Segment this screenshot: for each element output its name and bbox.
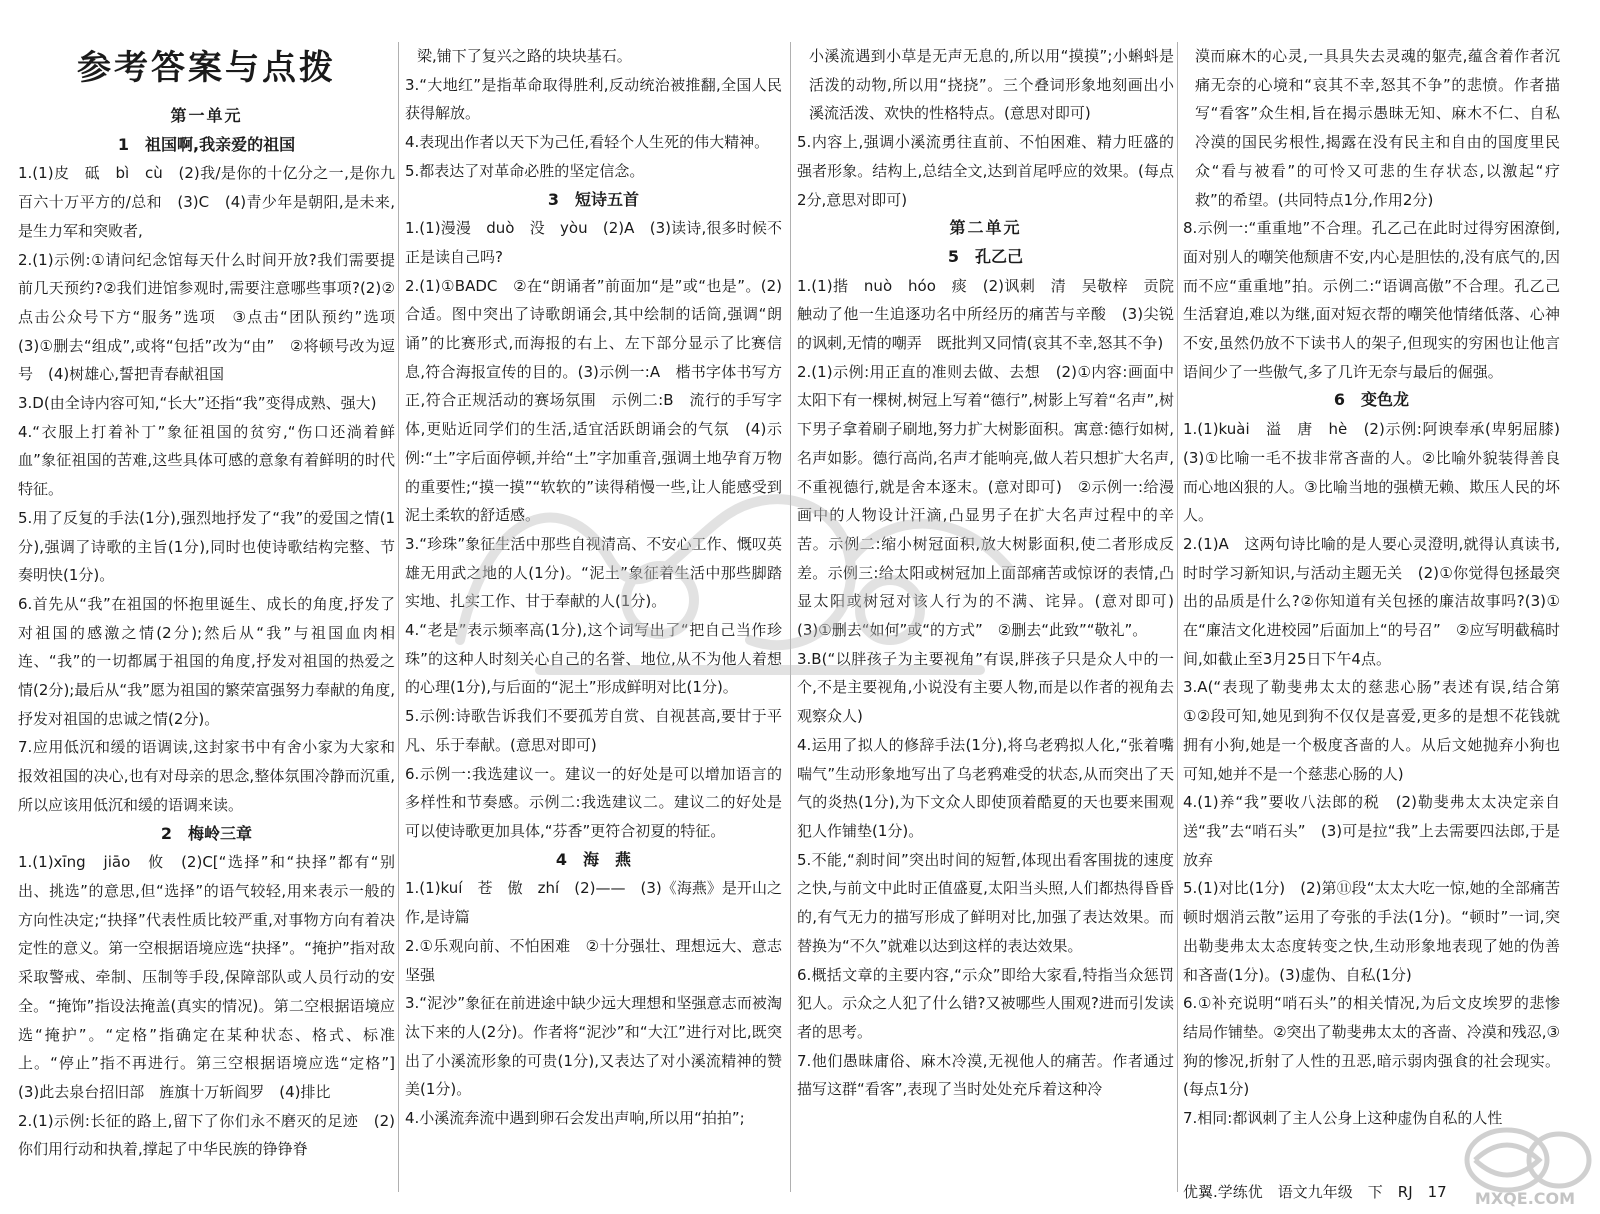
answer-item: 1.(1)kuài 溢 唐 hè (2)示例:阿谀奉承(卑躬屈膝) (3)①比喻一毛不拔非常吝啬的人。②比喻外貌装得善良而心地凶狠的人。③比喻当地的强横无赖、欺压人民的坏人。: [1183, 420, 1560, 525]
answer-item: 3.D(由全诗内容可知,“长大”还指“我”变得成熟、强大): [18, 394, 377, 413]
answer-item: 3.“大地红”是指革命取得胜利,反动统治被推翻,全国人民获得解放。: [405, 75, 782, 123]
lesson-heading: 4 海 燕: [555, 849, 632, 869]
lesson-heading: 5 孔乙己: [947, 246, 1024, 266]
lesson-heading: 2 梅岭三章: [160, 823, 253, 843]
answer-item: 4.(1)养“我”要收八法郎的税 (2)勒斐弗太太决定亲自送“我”去“哨石头” (3)可是拉“我”上去需要四法郎,于是放弃: [1183, 793, 1560, 869]
answer-continuation: 梁,铺下了复兴之路的块块基石。: [417, 47, 632, 65]
answer-item: 3.“泥沙”象征在前进途中缺少远大理想和坚强意志而被淘汰下来的人(2分)。作者将“泥沙”和“大江”进行对比,既突出了小溪流形象的可贵(1分),又表达了对小溪流精神的赞美(1分)。: [405, 994, 782, 1099]
answer-item: 4.“衣服上打着补丁”象征祖国的贫穷,“伤口还淌着鲜血”象征祖国的苦难,这些具体可感的意象有着鲜明的时代特征。: [18, 422, 395, 499]
answer-item: 4.运用了拟人的修辞手法(1分),将乌老鸦拟人化,“张着嘴喘气”生动形象地写出了乌老鸦难受的状态,从而突出了天气的炎热(1分),为下文众人即使顶着酷夏的天也要来围观犯人作铺垫(1分)。: [797, 735, 1174, 840]
column-divider: [398, 42, 399, 1192]
page-title: 参考答案与点拨: [77, 48, 336, 88]
answer-item: 1.(1)kuí 苍 傲 zhí (2)—— (3)《海燕》是开山之作,是诗篇: [405, 879, 782, 927]
answer-item: 1.(1)xīng jiāo 攸 (2)C[“选择”和“抉择”都有“别出、挑选”的意思,但“选择”的语气较轻,用来表示一般的方向性决定;“抉择”代表性质比较严重,对事物方向有着决定性的意义。第一空根据语境应选“抉择”。“掩护”指对敌采取警戒、牵制、压制等手段,保障部队或人员行动的安全。“掩饰”指设法掩盖(真实的情况)。第二空根据语境应选“掩护”。“定格”指确定在某种状态、格式、标准上。“停止”指不再进行。第三空根据语境应选“定格”] (3)此去泉台招旧部 旌旗十万斩阎罗 (4)排比: [18, 853, 395, 1101]
answer-item: 3.B(“以胖孩子为主要视角”有误,胖孩子只是众人中的一个,不是主要视角,小说没有主要人物,而是以作者的视角去观察众人): [797, 649, 1174, 726]
answer-item: 7.应用低沉和缓的语调读,这封家书中有舍小家为大家和报效祖国的决心,也有对母亲的思念,整体氛围冷静而沉重,所以应该用低沉和缓的语调来读。: [18, 738, 395, 814]
answer-continuation: 漠而麻木的心灵,一具具失去灵魂的躯壳,蕴含着作者沉痛无奈的心境和“哀其不幸,怒其不争”的悲愤。作者描写“看客”众生相,旨在揭示愚昧无知、麻木不仁、自私冷漠的国民劣根性,揭露在没有民主和自由的国度里民众“看与被看”的可怜又可悲的生存状态,以激起“疗救”的希望。(共同特点1分,作用2分): [1195, 47, 1560, 209]
answer-item: 5.用了反复的手法(1分),强烈地抒发了“我”的爱国之情(1分),强调了诗歌的主旨(1分),同时也使诗歌结构完整、节奏明快(1分)。: [18, 508, 395, 585]
unit-heading: 第一单元: [170, 106, 243, 125]
answer-item: 2.(1)①BADC ②在“朗诵者”前面加“是”或“也是”。(2)合适。图中突出了诗歌朗诵会,其中绘制的话筒,强调“朗诵”的比赛形式,而海报的右上、左下部分显示了比赛信息,符合海报宣传的目的。(3)示例一:A 楷书字体书写方正,符合正规活动的赛场氛围 示例二:B 流行的手写字体,更贴近同学们的生活,适宜活跃朗诵会的气氛 (4)示例:“土”字后面停顿,并给“土”字加重音,强调土地孕育万物的重要性;“摸一摸”“软软的”读得稍慢一些,让人能感受到泥土柔软的舒适感。: [405, 276, 782, 525]
answer-item: 4.表现出作者以天下为己任,看轻个人生死的伟大精神。: [405, 133, 770, 152]
column-divider: [1177, 42, 1178, 1192]
answer-item: 2.(1)示例:长征的路上,留下了你们永不磨灭的足迹 (2)你们用行动和执着,撑起了中华民族的铮铮脊: [18, 1111, 395, 1159]
column-3: [797, 42, 1174, 1192]
answer-item: 3.A(“表现了勒斐弗太太的慈悲心肠”表述有误,结合第①②段可知,她见到狗不仅仅是喜爱,更多的是想不花钱就拥有小狗,她是一个极度吝啬的人。从后文她抛弃小狗也可知,她并不是一个慈悲心肠的人): [1183, 678, 1560, 783]
answer-item: 8.示例一:“重重地”不合理。孔乙己在此时过得穷困潦倒,面对别人的嘲笑他颓唐不安,内心是胆怯的,没有底气的,因而不应“重重地”拍。示例二:“语调高傲”不合理。孔乙己生活窘迫,难以为继,面对短衣帮的嘲笑他情绪低落、心神不安,虽然仍放不下读书人的架子,但现实的穷困也让他言语间少了一些傲气,多了几许无奈与最后的倔强。: [1183, 219, 1560, 381]
answer-item: 6.首先从“我”在祖国的怀抱里诞生、成长的角度,抒发了对祖国的感激之情(2分);然后从“我”与祖国血肉相连、“我”的一切都属于祖国的角度,抒发对祖国的热爱之情(2分);最后从“我”愿为祖国的繁荣富强努力奉献的角度,抒发对祖国的忠诚之情(2分)。: [18, 594, 395, 728]
answer-item: 5.不能,“刹时间”突出时间的短暂,体现出看客围拢的速度之快,与前文中此时正值盛夏,太阳当头照,人们都热得昏昏的,有气无力的描写形成了鲜明对比,加强了表达效果。而替换为“不久”就难以达到这样的表达效果。: [797, 850, 1174, 955]
answer-item: 6.示例一:我选建议一。建议一的好处是可以增加语言的多样性和节奏感。示例二:我选建议二。建议二的好处是可以使诗歌更加具体,“芬香”更符合初夏的特征。: [405, 764, 782, 840]
page-footer: 优翼.学练优 语文九年级 下 RJ 17: [1183, 1183, 1447, 1201]
answer-item: 1.(1)揩 nuò hóo 痰 (2)讽刺 清 吴敬梓 贡院触动了他一生追逐功名中所经历的痛苦与辛酸 (3)尖锐的讽刺,无情的嘲弄 既批判又同情(哀其不幸,怒其不争): [797, 276, 1174, 353]
corner-watermark-text: MXQE.COM: [1474, 1189, 1576, 1208]
answer-item: 5.都表达了对革命必胜的坚定信念。: [405, 161, 645, 180]
answer-item: 2.(1)A 这两句诗比喻的是人要心灵澄明,就得认真读书,时时学习新知识,与活动主题无关 (2)①你觉得包拯最突出的品质是什么?②你知道有关包拯的廉洁故事吗?(3)①在“廉洁文化进校园”后面加上“的号召” ②应写明截稿时间,如截止至3月25日下午4点。: [1183, 534, 1560, 668]
column-divider: [790, 42, 791, 1192]
answer-item: 4.“老是”表示频率高(1分),这个词写出了“把自己当作珍珠”的这种人时刻关心自己的名誉、地位,从不为他人着想的心理(1分),与后面的“泥土”形成鲜明对比(1分)。: [405, 621, 782, 697]
answer-item: 4.小溪流奔流中遇到卵石会发出声响,所以用“拍拍”;: [405, 1109, 745, 1128]
answer-item: 6.①补充说明“哨石头”的相关情况,为后文皮埃罗的悲惨结局作铺垫。②突出了勒斐弗太太的吝啬、冷漠和残忍,③狗的惨况,折射了人性的丑恶,暗示弱肉强食的社会现实。(每点1分): [1183, 994, 1560, 1099]
answer-item: 5.内容上,强调小溪流勇往直前、不怕困难、精力旺盛的强者形象。结构上,总结全文,达到首尾呼应的效果。(每点2分,意思对即可): [797, 133, 1174, 209]
answer-item: 2.(1)示例:①请问纪念馆每天什么时间开放?我们需要提前几天预约?②我们进馆参观时,需要注意哪些事项?(2)②点击公众号下方“服务”选项 ③点击“团队预约”选项 (3)①删去“组成”,或将“包括”改为“由” ②将顿号改为逗号 (4)树雄心,誓把青春献祖国: [18, 250, 395, 384]
lesson-heading: 1 祖国啊,我亲爱的祖国: [117, 134, 296, 154]
lesson-heading: 3 短诗五首: [547, 189, 640, 209]
answer-item: 5.示例:诗歌告诉我们不要孤芳自赏、自视甚高,要甘于平凡、乐于奉献。(意思对即可): [405, 707, 782, 754]
column-2: [405, 42, 782, 1192]
column-1: [18, 42, 395, 1192]
answer-item: 1.(1)漫漫 duò 没 yòu (2)A (3)读诗,很多时候不正是读自己吗?: [405, 219, 782, 266]
answer-item: 3.“珍珠”象征生活中那些自视清高、不安心工作、慨叹英雄无用武之地的人(1分)。“泥土”象征着生活中那些脚踏实地、扎实工作、甘于奉献的人(1分)。: [405, 534, 782, 611]
answer-item: 2.①乐观向前、不怕困难 ②十分强壮、理想远大、意志坚强: [405, 936, 782, 984]
answer-item: 7.他们愚昧庸俗、麻木冷漠,无视他人的痛苦。作者通过描写这群“看客”,表现了当时处处充斥着这种冷: [797, 1051, 1174, 1099]
lesson-heading: 6 变色龙: [1333, 390, 1410, 410]
answer-continuation: 小溪流遇到小草是无声无息的,所以用“摸摸”;小蝌蚪是活泼的动物,所以用“挠挠”。三个叠词形象地刻画出小溪流活泼、欢快的性格特点。(意思对即可): [809, 47, 1174, 123]
column-4: [1183, 42, 1560, 1192]
answer-item: 5.(1)对比(1分) (2)第⑪段“太太大吃一惊,她的全部痛苦顿时烟消云散”运用了夸张的手法(1分)。“顿时”一词,突出勒斐弗太太态度转变之快,生动形象地表现了她的伪善和吝啬(1分)。(3)虚伪、自私(1分): [1183, 879, 1560, 984]
unit-heading: 第二单元: [949, 218, 1022, 238]
answer-item: 2.(1)示例:用正直的准则去做、去想 (2)①内容:画面中太阳下有一棵树,树冠上写着“德行”,树影上写着“名声”,树下男子拿着刷子刷地,努力扩大树影面积。寓意:德行如树,名声如影。德行高尚,名声才能响亮,做人若只想扩大名声,不重视德行,就是舍本逐末。(意对即可) ②示例一:给漫画中的人物设计汗滴,凸显男子在扩大名声过程中的辛苦。示例二:缩小树冠面积,放大树影面积,使二者形成反差。示例三:给太阳或树冠加上面部痛苦或惊讶的表情,凸显太阳或树冠对该人行为的不满、诧异。(意对即可) (3)①删去“如何”或“的方式” ②删去“此致”“敬礼”。: [797, 362, 1174, 640]
answer-item: 6.概括文章的主要内容,“示众”即给大家看,特指当众惩罚犯人。示众之人犯了什么错?又被哪些人围观?进而引发读者的思考。: [797, 965, 1174, 1041]
answer-item: 7.相同:都讽刺了主人公身上这种虚伪自私的人性: [1183, 1109, 1503, 1128]
answer-item: 1.(1)皮 砥 bì cù (2)我/是你的十亿分之一,是你九百六十万平方的/总和 (3)C (4)青少年是朝阳,是未来,是生力军和突败者,: [18, 164, 395, 240]
